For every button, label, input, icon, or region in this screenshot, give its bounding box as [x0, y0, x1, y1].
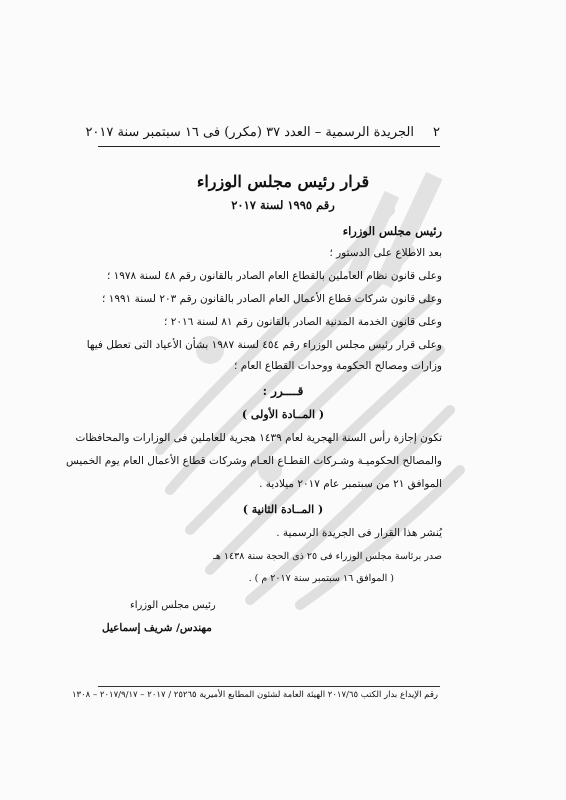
page-header [85, 124, 440, 144]
article-1-line: الموافق ٢١ من سبتمبر عام ٢٠١٧ ميلادية . [259, 478, 442, 490]
article-1-line: والمصالح الحكوميـة وشـركات القطـاع العـام وشركات قطاع الأعمال العام يوم الخميس [65, 455, 442, 467]
page-number: ٢ [433, 125, 440, 140]
preamble-line: بعد الاطلاع على الدستور ؛ [329, 247, 442, 259]
watermark-stamp [150, 150, 470, 610]
header-divider [98, 146, 440, 147]
article-2-text: يُنشر هذا القرار فى الجريدة الرسمية . [276, 527, 442, 539]
preamble-line: وعلى قرار رئيس مجلس الوزراء رقم ٤٥٤ لسنة ١٩٨٧ بشأن الأعياد التى تعطل فيها [86, 339, 442, 351]
preamble-line: وعلى قانون نظام العاملين بالقطاع العام الصادر بالقانون رقم ٤٨ لسنة ١٩٧٨ ؛ [106, 270, 442, 282]
preamble-line: وزارات ومصالح الحكومة ووحدات القطاع العام ؛ [234, 360, 442, 372]
preamble-line: وعلى قانون شركات قطاع الأعمال العام الصادر بالقانون رقم ٢٠٣ لسنة ١٩٩١ ؛ [102, 293, 442, 305]
decided-heading: قــــرر : [262, 384, 304, 398]
decree-title: قرار رئيس مجلس الوزراء [196, 172, 370, 191]
footer-divider [98, 686, 440, 687]
corresponding-date-line: ( الموافق ١٦ سبتمبر سنة ٢٠١٧ م ) . [248, 573, 394, 584]
decree-issuer: رئيس مجلس الوزراء [342, 224, 442, 238]
gazette-header-text: الجريدة الرسمية – العدد ٣٧ (مكرر) فى ١٦ سبتمبر سنة ٢٠١٧ [85, 125, 414, 140]
signature-name: مهندس/ شريف إسماعيل [102, 622, 212, 634]
signature-title: رئيس مجلس الوزراء [130, 600, 216, 611]
article-2-heading: ( المــادة الثانية ) [242, 503, 324, 516]
preamble-line: وعلى قانون الخدمة المدنية الصادر بالقانون رقم ٨١ لسنة ٢٠١٦ ؛ [164, 316, 442, 328]
footer-text: رقم الإيداع بدار الكتب ٢٠١٧/٦٥ الهيئة العامة لشئون المطابع الأميرية ٢٥٢٦٥ / ٢٠١٧ – ٢٠١٧/٩/١٧ – ١٣٠٨ [71, 690, 438, 700]
article-1-heading: ( المــادة الأولى ) [241, 408, 325, 421]
issued-line: صدر برئاسة مجلس الوزراء فى ٢٥ ذى الحجة سنة ١٤٣٨ هـ [213, 551, 442, 562]
decree-number: رقم ١٩٩٥ لسنة ٢٠١٧ [231, 198, 335, 212]
article-1-line: تكون إجازة رأس السنة الهجرية لعام ١٤٣٩ هجرية للعاملين فى الوزارات والمحافظات [75, 432, 442, 444]
